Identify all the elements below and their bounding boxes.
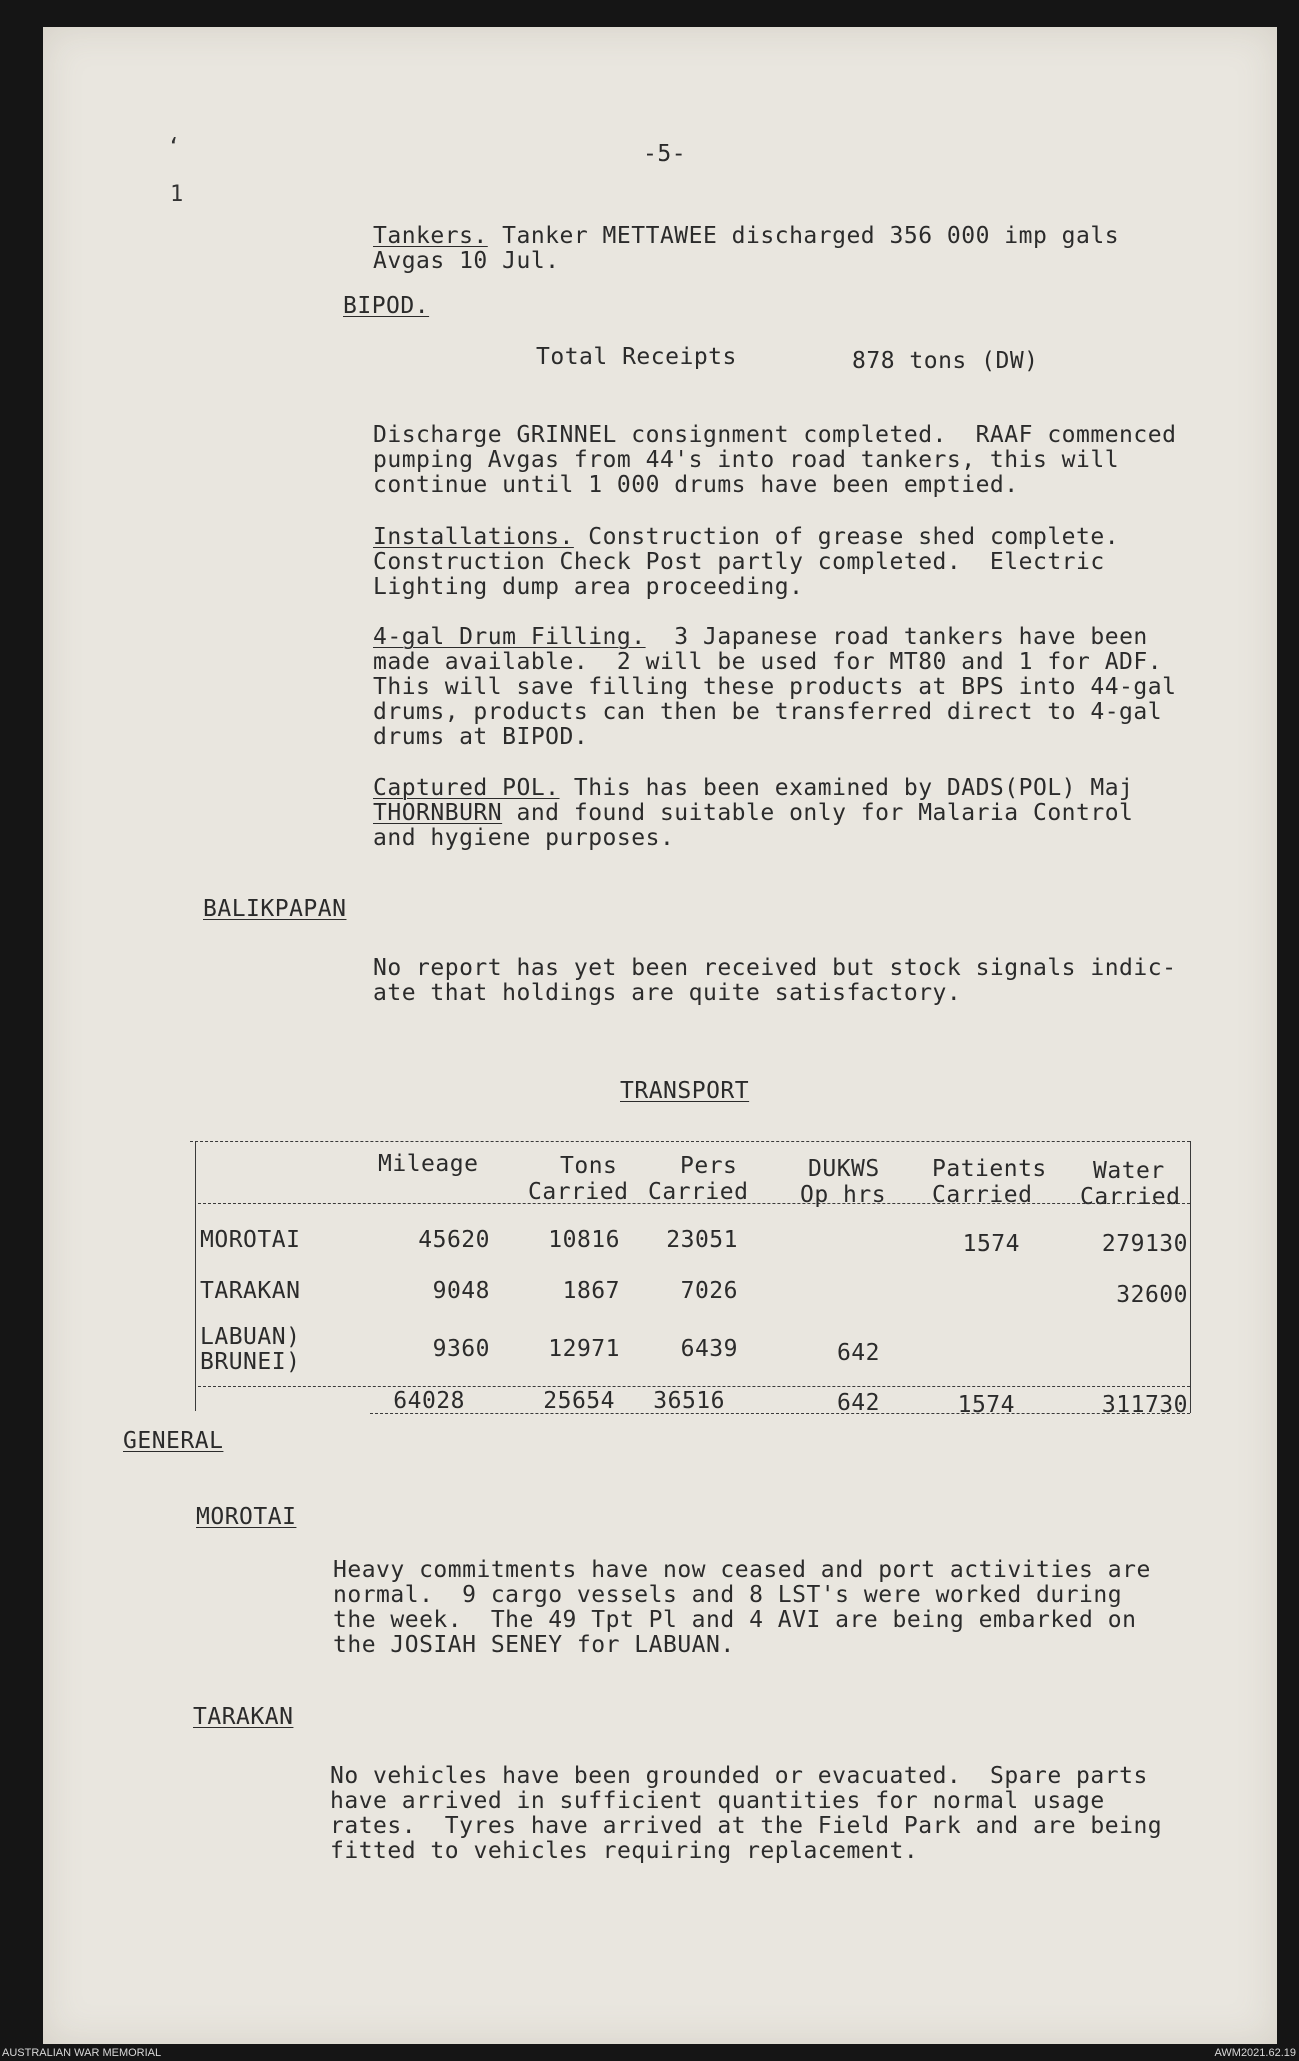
text-line: 3 Japanese road tankers have been: [645, 624, 1148, 650]
column-header: Op hrs: [800, 1182, 887, 1208]
table-cell: 10816: [548, 1227, 620, 1253]
document-page: [43, 27, 1277, 2044]
text-line: Construction of grease shed complete.: [573, 524, 1120, 550]
column-header: DUKWS: [808, 1156, 880, 1182]
table-border: [1190, 1141, 1191, 1413]
text-line: continue until 1 000 drums have been emptied.: [373, 472, 1019, 498]
margin-mark: 1: [170, 182, 184, 207]
text-line: drums, products can then be transferred direct to 4-gal: [373, 699, 1163, 725]
text-line: drums at BIPOD.: [373, 724, 589, 750]
total-cell: 311730: [1101, 1392, 1188, 1418]
tarakan-heading: TARAKAN: [193, 1704, 294, 1730]
text-line: normal. 9 cargo vessels and 8 LST's were worked during: [333, 1582, 1123, 1608]
drum-filling-heading: 4-gal Drum Filling.: [373, 624, 646, 650]
text-line: ate that holdings are quite satisfactory.: [373, 980, 962, 1006]
text-line: This will save filling these products at BPS into 44-gal: [373, 674, 1177, 700]
tankers-heading: Tankers.: [373, 223, 488, 249]
table-cell: 45620: [418, 1227, 490, 1253]
balikpapan-paragraph: [373, 956, 1176, 1006]
morotai-paragraph: [333, 1558, 1151, 1658]
column-header: Pers: [680, 1153, 738, 1179]
margin-mark: ‘: [167, 135, 181, 160]
text-line: rates. Tyres have arrived at the Field Park and are being: [330, 1813, 1163, 1839]
column-header: Carried: [1080, 1184, 1181, 1210]
total-cell: 642: [836, 1390, 880, 1416]
column-header: Carried: [932, 1182, 1033, 1208]
morotai-heading: MOROTAI: [196, 1504, 297, 1530]
tankers-line: Avgas 10 Jul.: [373, 248, 560, 274]
text-line: Heavy commitments have now ceased and port activities are: [333, 1557, 1151, 1583]
table-cell: 6439: [680, 1336, 738, 1362]
footer-credit: AUSTRALIAN WAR MEMORIAL: [2, 2047, 162, 2059]
row-label: TARAKAN: [200, 1278, 301, 1304]
column-header: Carried: [648, 1179, 749, 1205]
table-border: [195, 1141, 196, 1411]
total-cell: 1574: [957, 1392, 1015, 1418]
table-rule: [190, 1141, 1190, 1142]
installations-paragraph: [373, 525, 1119, 600]
text-line: the week. The 49 Tpt Pl and 4 AVI are being embarked on: [333, 1607, 1137, 1633]
table-cell: 32600: [1116, 1282, 1188, 1308]
installations-heading: Installations.: [373, 524, 574, 550]
text-line: and found suitable only for Malaria Control: [502, 800, 1134, 826]
column-header: Water: [1093, 1158, 1165, 1184]
row-label: BRUNEI): [200, 1349, 301, 1375]
table-rule: [198, 1386, 1190, 1387]
column-header: Patients: [932, 1156, 1047, 1182]
table-cell: 1867: [562, 1278, 620, 1304]
captured-pol-paragraph: [373, 776, 1133, 851]
text-line: have arrived in sufficient quantities for normal usage: [330, 1788, 1105, 1814]
footer-accession-number: AWM2021.62.19: [1214, 2047, 1296, 2059]
officer-name: THORNBURN: [373, 800, 503, 826]
total-receipts-value: 878 tons (DW): [852, 348, 1039, 374]
drum-filling-paragraph: [373, 625, 1176, 750]
text-line: This has been examined by DADS(POL) Maj: [559, 775, 1134, 801]
total-cell: 25654: [543, 1388, 615, 1414]
table-cell: 7026: [680, 1278, 738, 1304]
text-line: made available. 2 will be used for MT80 and 1 for ADF.: [373, 649, 1163, 675]
bipod-heading: BIPOD.: [343, 293, 430, 319]
tarakan-paragraph: [330, 1764, 1162, 1864]
captured-pol-heading: Captured POL.: [373, 775, 560, 801]
table-cell: 9048: [432, 1278, 490, 1304]
total-cell: 36516: [653, 1388, 725, 1414]
table-cell: 642: [836, 1340, 880, 1366]
row-label: MOROTAI: [200, 1227, 301, 1253]
column-header: Mileage: [378, 1151, 479, 1177]
table-cell: 1574: [962, 1231, 1020, 1257]
text-line: and hygiene purposes.: [373, 825, 675, 851]
column-header: Carried: [528, 1179, 629, 1205]
text-line: Lighting dump area proceeding.: [373, 574, 804, 600]
text-line: pumping Avgas from 44's into road tankers, this will: [373, 447, 1120, 473]
column-header: Tons: [560, 1153, 618, 1179]
tankers-line: Tanker METTAWEE discharged 356 000 imp gals: [487, 223, 1120, 249]
table-cell: 12971: [548, 1336, 620, 1362]
tankers-paragraph: [373, 224, 1119, 249]
text-line: fitted to vehicles requiring replacement.: [330, 1838, 919, 1864]
table-cell: 279130: [1101, 1231, 1188, 1257]
text-line: the JOSIAH SENEY for LABUAN.: [333, 1632, 735, 1658]
table-cell: 9360: [432, 1336, 490, 1362]
text-line: No report has yet been received but stock signals indic-: [373, 955, 1177, 981]
balikpapan-heading: BALIKPAPAN: [203, 896, 347, 922]
page-number: -5-: [643, 141, 687, 167]
text-line: Construction Check Post partly completed. Electric: [373, 549, 1105, 575]
general-heading: GENERAL: [123, 1428, 224, 1454]
row-label: LABUAN): [200, 1324, 301, 1350]
text-line: No vehicles have been grounded or evacuated. Spare parts: [330, 1763, 1148, 1789]
table-cell: 23051: [666, 1227, 738, 1253]
total-cell: 64028: [393, 1388, 465, 1414]
text-line: Discharge GRINNEL consignment completed. RAAF commenced: [373, 422, 1177, 448]
discharge-paragraph: [373, 423, 1176, 498]
total-receipts-label: Total Receipts: [536, 344, 737, 370]
transport-heading: TRANSPORT: [620, 1078, 750, 1104]
